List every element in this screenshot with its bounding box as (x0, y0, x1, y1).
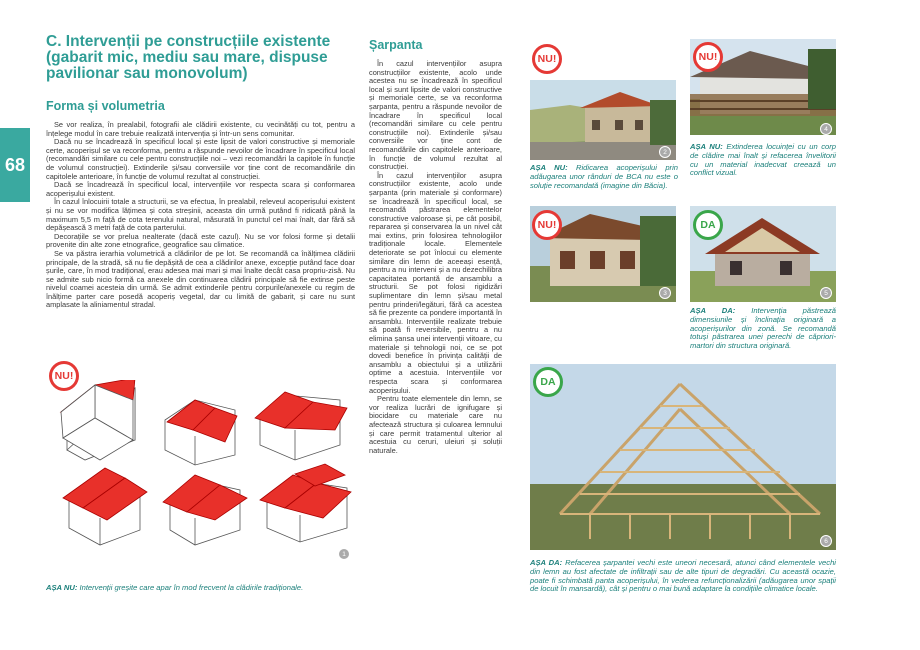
nu-badge (532, 210, 562, 240)
paragraph: Se vor realiza, în prealabil, fotografii ale clădirii existente, cu vecinătăți cu tot, pentru a înțelege modul în care trebuie realizată intervenția și într-un sens comunitar. (46, 120, 355, 138)
caption-label: AȘA DA: (690, 306, 736, 315)
badge-label: NU! (537, 53, 557, 65)
roof-diagram (165, 400, 237, 465)
figure-number-label: 2 (663, 148, 667, 156)
figure-caption (690, 143, 836, 178)
caption-text: Ridicarea acoperișului prin adăugarea unor rânduri de BCA nu este o soluție recomandată (imagine din Băcia). (530, 163, 678, 190)
figure-number-label: 3 (663, 289, 667, 297)
photo-new-roof-frame (530, 364, 836, 550)
figure-number (820, 535, 832, 547)
figure-caption (530, 164, 678, 190)
roof-diagrams (55, 380, 355, 560)
paragraph: În cazul intervențiilor asupra construcțiilor existente, acolo unde șarpanta (prin materiale și conformare) se încadrează în specificul local, se recomandă păstrarea elementelor constructive valoroase și, pe cât posibil, repararea și conservarea la un nivel cât mai extins, prin folosirea tehnologiilor tradiționale locale. Elementele deteriorate se pot înlocui cu elemente similare din lemn de aceeași esență, pentru a nu interveni și a nu dezechilibra capacitatea portantă de ansamblu a structurii. Se pot folosi rigidizări suplimentare din lemn și/sau metal pentru prinderi/legături, fără ca acestea să fie prezente ca pondere importantă în ansamblu. Intervențiile realizate trebuie să poată fi reversibile, pentru a nu elimina șansa unei intervenții viitoare, cu materiale și tehnologii noi, ce se pot dovedi benefice în privința calității de ansamblu a obiectului și a utilizării optime a acestuia. Intervențiile vor respecta scara și conformarea acoperișului. (369, 170, 502, 395)
nu-badge (693, 42, 723, 72)
figure-number (659, 287, 671, 299)
roof-diagram (255, 392, 347, 460)
caption-text: Intervenția păstrează dimensiunile și înclinația originară a acoperișurilor din zonă. Se recomandă totuși păstrarea unei perechi de căpriori-martori din structura originară. (690, 306, 837, 351)
roof-diagram (260, 464, 351, 542)
nu-badge (532, 44, 562, 74)
figure-caption (530, 559, 836, 594)
figure-number (659, 146, 671, 158)
figure-number (820, 287, 832, 299)
sarpanta-title: Șarpanta (369, 38, 423, 52)
caption-label: AȘA NU: (690, 142, 723, 151)
figure-number (338, 548, 350, 560)
paragraph: În cazul înlocuirii totale a structurii, se va efectua, în prealabil, releveul acoperișului existent și nu se vor modifica lățimea și cota streșinii, aceasta din urmă putând fi ridicată până la maximum 5,5 m față de cota terenului natural, măsurată în punctul cel mai înalt, dar fără să depășească 3 metri față de cota parterului. (46, 197, 355, 233)
badge-label: NU! (537, 219, 557, 231)
da-badge (533, 367, 563, 397)
paragraph: În cazul intervențiilor asupra construcțiilor existente, acolo unde acestea nu se încadrează în specificul local și sunt lipsite de valori constructive și memoriale certe, se va reconforma șarpanta, pentru a răspunde nevoilor de încadrare în specificul local (recomandări similare cu cele pentru construcțiile noi). Extinderile și/sau conversiile vor ține cont de recomandările din capitolele anterioare, în funcție de volumul rezultat al construcției. (369, 59, 502, 172)
roof-diagram (61, 380, 135, 460)
caption-label: AȘA NU: (530, 163, 568, 172)
figure-number-label: 1 (342, 550, 346, 558)
figure-number-label: 5 (824, 289, 828, 297)
section-subtitle: Forma și volumetria (46, 99, 165, 113)
figure-number (820, 123, 832, 135)
sarpanta-body (369, 60, 502, 455)
page-number: 68 (4, 154, 26, 175)
badge-label: DA (700, 219, 716, 231)
figure-caption (690, 307, 836, 351)
badge-label: NU! (698, 51, 718, 63)
figure-number-label: 4 (824, 125, 828, 133)
roof-diagram (63, 468, 147, 545)
caption-text: Intervenții greșite care apar în mod frecvent la clădirile tradiționale. (79, 583, 304, 592)
page-number-tab (0, 128, 30, 202)
figure-caption (46, 584, 356, 593)
section-title: C. Intervenții pe construcțiile existente (gabarit mic, mediu sau mare, dispuse pavilionar sau monovolum) (46, 33, 331, 82)
paragraph: Dacă nu se încadrează în specificul local și este lipsit de valori constructive și memoriale certe, acoperișul se va reconforma, pentru a răspunde nevoilor de încadrare în specificul local (recomandări similare cu cele pentru construcțiile noi – vezi recomandări la capitole în funcție de volumul construcției). Extinderile și/sau conversiile vor ține cont de recomandările din capitolele anterioare, în funcție de volumul rezultat al construcției. (46, 137, 355, 181)
section-body (46, 121, 355, 310)
paragraph: Se va păstra ierarhia volumetrică a clădirilor de pe lot. Se recomandă ca înălțimea clădirii principale, de la stradă, să nu fie depășită de cea a clădirilor anexe, excepție putând face doar șurile, care, în mod tradițional, erau adesea mai mari și mai înalte decât casa propriu-zisă. Nu se admite sub nicio formă ca anexele din continuarea clădirii principale să fie extinse peste nivelul coamei acesteia din urmă. Se admit extinderile pentru corpurile/anexele cu regim de înălțime parter care posedă acoperiș vegetal, dar cu limită de gabarit, și care nu sunt amplasate la aliniamentul stradal. (46, 248, 355, 310)
figure-number-label: 6 (824, 537, 828, 545)
caption-label: AȘA DA: (530, 558, 563, 567)
da-badge (693, 210, 723, 240)
badge-label: NU! (54, 370, 74, 382)
caption-label: AȘA NU: (46, 583, 78, 592)
paragraph: Dacă se încadrează în specificul local, intervențiile vor respecta scara și conformarea acoperișului existent. (46, 180, 355, 198)
paragraph: Pentru toate elementele din lemn, se vor realiza lucrări de ignifugare și biocidare cu materiale care nu afectează structura și culoarea lemnului și care permit tratamentul ulterior al acestuia cu ceruri, uleiuri și soluții naturale. (369, 394, 502, 455)
roof-diagram (163, 475, 247, 545)
caption-text: Refacerea șarpantei vechi este uneori necesară, atunci când elementele vechi din lemn au fost afectate de infiltrații sau de alte tipuri de degradări. Cu această ocazie, poate fi schimbată panta acoperișului, în vederea refuncționalizării (adăugarea unor spații de locuit în mansardă), cât și pentru o mai bună adaptare la condițiile climatice locale. (530, 558, 836, 594)
paragraph: Decorațiile se vor prelua nealterate (dacă este cazul). Nu se vor folosi forme și detalii provenite din alte zone etnografice, geografice sau climatice. (46, 231, 355, 250)
photo-raised-roof (530, 80, 676, 160)
caption-text: Extinderea locuinței cu un corp de clădire mai înalt și refacerea învelitorii cu un material inadecvat creează un conflict vizual. (690, 142, 836, 178)
badge-label: DA (540, 376, 556, 388)
